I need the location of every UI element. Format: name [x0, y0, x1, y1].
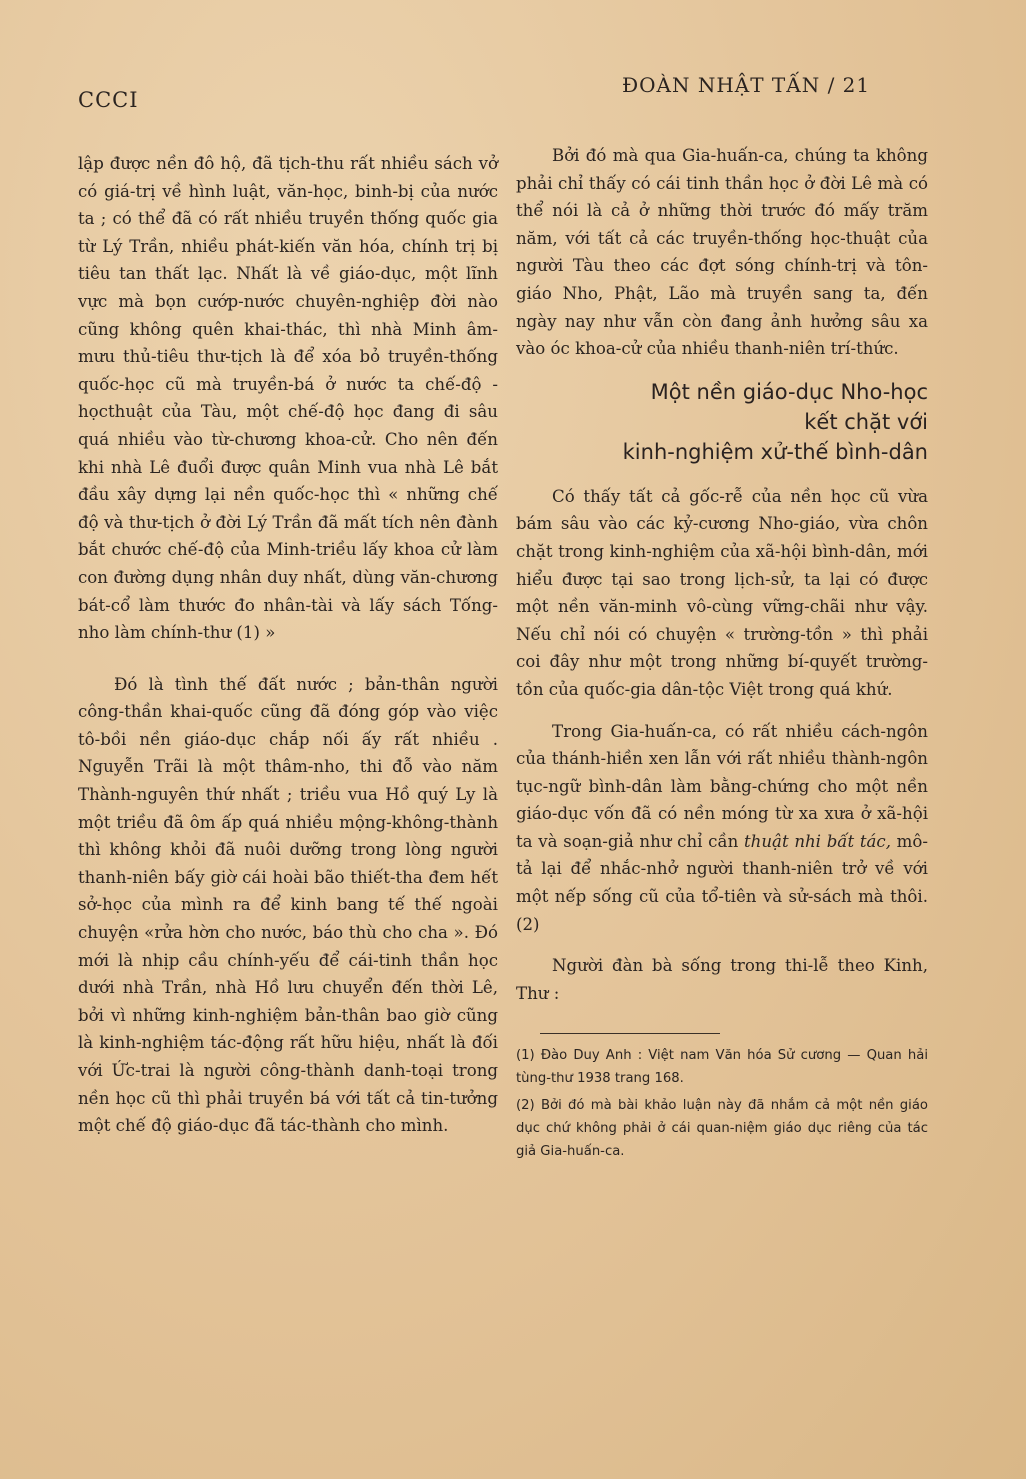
left-paragraph-1: lập được nền đô hộ, đã tịch-thu rất nhiều sách vở có giá-trị về hình luật, văn-học, binh-bị của nước ta ; có thể đã có rất nhiều truyền thống quốc gia từ Lý Trần, nhiều phát-kiến văn hóa, chính trị bị tiêu tan thất lạc. Nhất là về giáo-dục, một lĩnh vực mà bọn cướp-nước chuyên-nghiệp đời nào cũng không quên khai-thác, thì nhà Minh âm-mưu thủ-tiêu thư-tịch là để xóa bỏ truyền-thống quốc-học cũ mà truyền-bá ở nước ta chế-độ -họcthuật của Tàu, một chế-độ học đang đi sâu quá nhiều vào từ-chương khoa-cử. Cho nên đến khi nhà Lê đuổi được quân Minh vua nhà Lê bắt đầu xây dựng lại nền quốc-học thì « những chế độ và thư-tịch ở đời Lý Trần đã mất tích nên đành bắt chước chế-độ của Minh-triều lấy khoa cử làm con đường dụng nhân duy nhất, dùng văn-chương bát-cổ làm thước đo nhân-tài và lấy sách Tống-nho làm chính-thư (1) » [78, 154, 498, 643]
left-paragraph-2: Đó là tình thế đất nước ; bản-thân người công-thần khai-quốc cũng đã đóng góp vào việc tô-bồi nền giáo-dục chắp nối ấy rất nhiều . Nguyễn Trãi là một thâm-nho, thi đỗ vào năm Thành-nguyên thứ nhất ; triều vua Hồ quý Ly là một triều đã ôm ấp quá nhiều mộng-không-thành thì không khỏi đã nuôi dưỡng trong lòng người thanh-niên bấy giờ cái hoài bão thiết-tha đem hết sở-học của mình ra để kinh bang tế thế ngoài chuyện «rửa hờn cho nước, báo thù cho cha ». Đó mới là nhịp cầu chính-yếu để cái-tinh thần học dưới nhà Trần, nhà Hồ lưu chuyển đến thời Lê, bởi vì những kinh-nghiệm bản-thân bao giờ cũng là kinh-nghiệm tác-động rất hữu hiệu, nhất là đối với Ức-trai là người công-thành danh-toại trong nền học cũ thì phải truyền bá với tất cả tin-tưởng một chế độ giáo-dục đã tác-thành cho mình. [78, 674, 498, 1136]
running-header-right: ĐOÀN NHẬT TẤN / 21 [622, 73, 871, 97]
right-paragraph-2: Có thấy tất cả gốc-rễ của nền học cũ vừa bám sâu vào các kỷ-cương Nho-giáo, vừa chôn chặt trong kinh-nghiệm của xã-hội bình-dân, mới hiểu được tại sao trong lịch-sử, ta lại có được một nền văn-minh vô-cùng vững-chãi như vậy. Nếu chỉ nói có chuyện « trường-tồn » thì phải coi đây như một trong những bí-quyết trường-tồn của quốc-gia dân-tộc Việt trong quá khứ. [516, 486, 928, 699]
right-paragraph-3-part-2: mô-tả lại để nhắc-nhở người thanh-niên trở về với một nếp sống cũ của tổ-tiên và sử-sách mà thôi. (2) [516, 831, 929, 934]
right-paragraph-1: Bởi đó mà qua Gia-huấn-ca, chúng ta không phải chỉ thấy có cái tinh thần học ở đời Lê mà có thể nói là cả ở những thời trước đó mấy trăm năm, với tất cả các truyền-thống học-thuật của người Tàu theo các đợt sóng chính-trị và tôn-giáo Nho, Phật, Lão mà truyền sang ta, đến ngày nay như vẫn còn đang ảnh hưởng sâu xa vào óc khoa-cử của nhiều thanh-niên trí-thức. [516, 146, 928, 359]
section-heading-line-2: kết chặt với [804, 409, 928, 434]
right-paragraph-3 [516, 718, 928, 939]
running-header-left: CCCI [78, 88, 139, 112]
section-heading-line-1: Một nền giáo-dục Nho-học [650, 379, 928, 404]
right-paragraph-3-part-1: Trong Gia-huấn-ca, có rất nhiều cách-ngôn của thánh-hiền xen lẫn với rất nhiều thành-ngôn tục-ngữ bình-dân làm bằng-chứng cho một nền giáo-dục vốn đã có nền móng từ xa xưa ở xã-hội ta và soạn-giả như chỉ cần [516, 721, 928, 851]
right-paragraph-4: Người đàn bà sống trong thi-lễ theo Kinh, Thư : [516, 956, 928, 1003]
right-paragraph-3-italic: thuật nhi bất tác, [744, 831, 891, 851]
section-heading [516, 377, 928, 467]
left-column [78, 150, 498, 1154]
footnote-rule [540, 1033, 720, 1034]
footnote-2: (2) Bởi đó mà bài khảo luận này đã nhắm cả một nền giáo dục chứ không phải ở cái quan-niệm giáo dục riêng của tác giả Gia-huấn-ca. [516, 1098, 928, 1160]
section-heading-line-3: kinh-nghiệm xử-thế bình-dân [622, 439, 928, 464]
footnote-1: (1) Đào Duy Anh : Việt nam Văn hóa Sử cương — Quan hải tùng-thư 1938 trang 168. [516, 1048, 928, 1087]
right-column [516, 142, 928, 1167]
